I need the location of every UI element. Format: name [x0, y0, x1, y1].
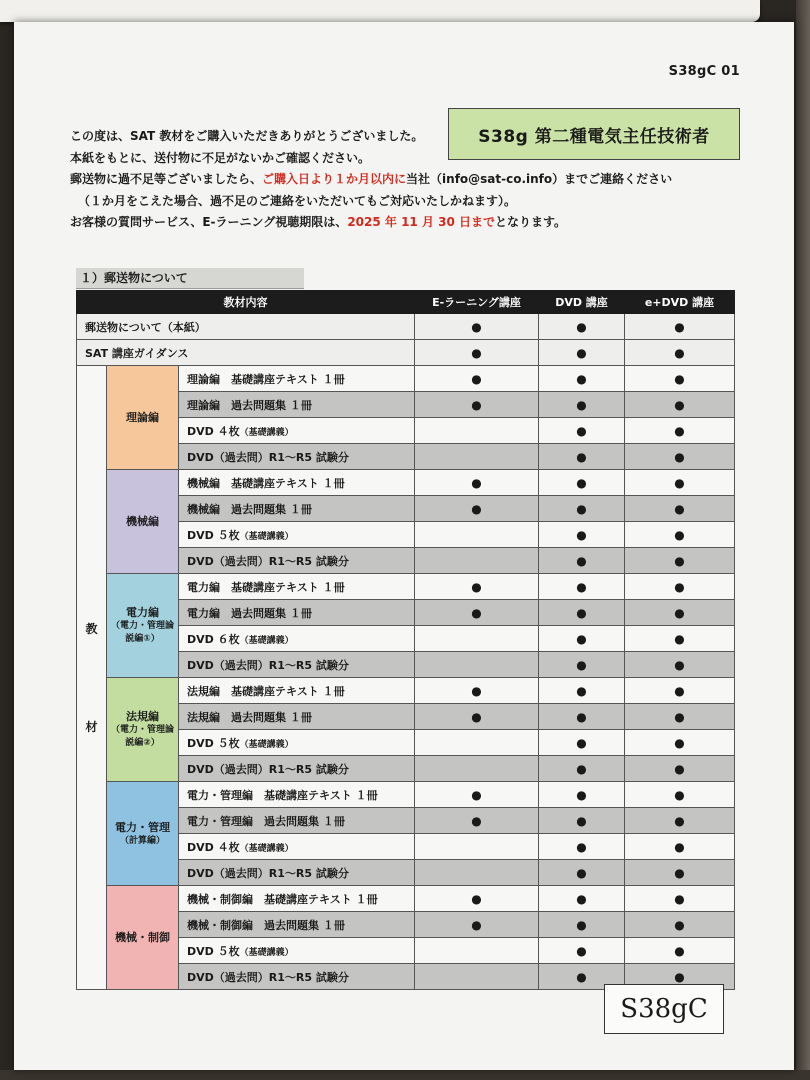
mark-dvd: ●: [539, 496, 625, 522]
mark-edvd: ●: [625, 548, 735, 574]
material-label: 理論編 過去問題集 １冊: [187, 398, 312, 412]
mark-edvd: ●: [625, 808, 735, 834]
background-surface: [0, 1070, 810, 1080]
intro-line-1: この度は、SAT 教材をご購入いただきありがとうございました。: [70, 129, 424, 143]
mark-dvd: ●: [539, 626, 625, 652]
expiry-date: 2025 年 11 月 30 日まで: [347, 215, 495, 229]
header-dvd: DVD 講座: [539, 291, 625, 314]
mark-e: ●: [415, 314, 539, 340]
mark-edvd: ●: [625, 964, 735, 990]
mark-dvd: ●: [539, 548, 625, 574]
material-label: DVD（過去問）R1～R5 試験分: [187, 970, 349, 984]
mark-e: ●: [415, 340, 539, 366]
mark-edvd: ●: [625, 470, 735, 496]
mark-e: ●: [415, 704, 539, 730]
background-paper-right: [796, 0, 810, 1080]
mark-dvd: ●: [539, 574, 625, 600]
material-label: DVD（過去問）R1～R5 試験分: [187, 450, 349, 464]
mark-edvd: ●: [625, 340, 735, 366]
material-note: （基礎講義）: [239, 739, 294, 750]
material-label: 理論編 基礎講座テキスト １冊: [187, 372, 345, 386]
mark-dvd: ●: [539, 522, 625, 548]
header-elearning: E-ラーニング講座: [415, 291, 539, 314]
mark-edvd: ●: [625, 418, 735, 444]
intro-line-3: [70, 169, 760, 191]
header-edvd: e+DVD 講座: [625, 291, 735, 314]
intro-line-3-b: 当社（info@sat-co.info）までご連絡ください: [406, 172, 673, 186]
material-item: [179, 730, 415, 756]
row-label: 郵送物について（本紙）: [77, 314, 415, 340]
material-label: 電力・管理編 過去問題集 １冊: [187, 814, 345, 828]
material-item: [179, 912, 415, 938]
mark-edvd: ●: [625, 366, 735, 392]
mark-dvd: ●: [539, 912, 625, 938]
mark-edvd: ●: [625, 860, 735, 886]
mark-dvd: ●: [539, 808, 625, 834]
material-label: DVD ５枚: [187, 944, 240, 958]
material-item: [179, 548, 415, 574]
mark-edvd: ●: [625, 756, 735, 782]
mark-e: ●: [415, 574, 539, 600]
category-label: [107, 574, 179, 678]
category-sub: （電力・管理論説編①）: [110, 621, 174, 644]
intro-line-5-a: お客様の質問サービス、E-ラーニング視聴期限は、: [70, 215, 348, 229]
mark-dvd: ●: [539, 782, 625, 808]
category-name: 法規編: [126, 710, 159, 723]
material-item: [179, 366, 415, 392]
mark-edvd: ●: [625, 496, 735, 522]
material-label: 法規編 過去問題集 １冊: [187, 710, 312, 724]
material-label: DVD ５枚: [187, 736, 240, 750]
intro-line-5-b: となります。: [495, 215, 567, 229]
header-contents: 教材内容: [77, 291, 415, 314]
mark-dvd: ●: [539, 704, 625, 730]
material-label: 電力編 過去問題集 １冊: [187, 606, 312, 620]
material-note: （基礎講義）: [239, 531, 294, 542]
mark-e: ●: [415, 496, 539, 522]
mark-dvd: ●: [539, 834, 625, 860]
mark-edvd: ●: [625, 626, 735, 652]
mark-edvd: ●: [625, 730, 735, 756]
material-item: [179, 600, 415, 626]
category-label: [107, 366, 179, 470]
material-note: （基礎講義）: [239, 843, 294, 854]
category-label: [107, 886, 179, 990]
deadline-notice: ご購入日より１か月以内に: [262, 172, 407, 186]
material-label: 法規編 基礎講座テキスト １冊: [187, 684, 345, 698]
category-name: 機械編: [126, 515, 159, 528]
kyozai-label-2: 材: [85, 719, 98, 734]
mark-e: ●: [415, 912, 539, 938]
table-row: [77, 340, 735, 366]
mark-edvd: ●: [625, 782, 735, 808]
mark-e: [415, 626, 539, 652]
mark-e: [415, 548, 539, 574]
mark-e: [415, 964, 539, 990]
mark-e: [415, 756, 539, 782]
table-header-row: [77, 291, 735, 314]
mark-dvd: ●: [539, 600, 625, 626]
mark-dvd: ●: [539, 678, 625, 704]
material-item: [179, 834, 415, 860]
mark-dvd: ●: [539, 366, 625, 392]
mark-e: [415, 652, 539, 678]
category-label: [107, 678, 179, 782]
mark-dvd: ●: [539, 730, 625, 756]
mark-dvd: ●: [539, 470, 625, 496]
mark-e: ●: [415, 886, 539, 912]
mark-edvd: ●: [625, 392, 735, 418]
material-item: [179, 704, 415, 730]
material-item: [179, 964, 415, 990]
material-label: 機械編 基礎講座テキスト １冊: [187, 476, 345, 490]
mark-edvd: ●: [625, 678, 735, 704]
mark-dvd: ●: [539, 886, 625, 912]
material-item: [179, 626, 415, 652]
category-name: 電力・管理: [115, 820, 170, 834]
material-item: [179, 652, 415, 678]
material-item: [179, 496, 415, 522]
mark-dvd: ●: [539, 340, 625, 366]
material-label: 機械・制御編 過去問題集 １冊: [187, 918, 345, 932]
material-item: [179, 808, 415, 834]
category-name: 理論編: [126, 411, 159, 424]
material-label: DVD（過去問）R1～R5 試験分: [187, 762, 349, 776]
material-label: DVD（過去問）R1～R5 試験分: [187, 658, 349, 672]
mark-dvd: ●: [539, 860, 625, 886]
material-note: （基礎講義）: [239, 427, 294, 438]
mark-edvd: ●: [625, 704, 735, 730]
material-item: [179, 756, 415, 782]
material-item: [179, 392, 415, 418]
intro-line-2: 本紙をもとに、送付物に不足がないかご確認ください。: [70, 150, 371, 165]
kyozai-label-1: 教: [85, 621, 98, 636]
mark-edvd: ●: [625, 314, 735, 340]
material-label: DVD ４枚: [187, 424, 240, 438]
mark-e: [415, 730, 539, 756]
category-label: [107, 470, 179, 574]
table-row: [77, 782, 735, 808]
mark-e: [415, 938, 539, 964]
material-item: [179, 574, 415, 600]
mark-e: [415, 834, 539, 860]
category-sub: （計算編）: [119, 835, 165, 846]
table-row: [77, 366, 735, 392]
table-row: [77, 678, 735, 704]
material-note: （基礎講義）: [239, 947, 294, 958]
material-item: [179, 860, 415, 886]
mark-edvd: ●: [625, 938, 735, 964]
material-label: DVD（過去問）R1～R5 試験分: [187, 866, 349, 880]
product-code-box: S38gC: [604, 984, 724, 1034]
table-row: [77, 886, 735, 912]
category-name: 電力編: [126, 606, 159, 619]
material-label: DVD ５枚: [187, 528, 240, 542]
mark-edvd: ●: [625, 600, 735, 626]
table-row: [77, 470, 735, 496]
mark-edvd: ●: [625, 834, 735, 860]
mark-e: ●: [415, 782, 539, 808]
mark-edvd: ●: [625, 522, 735, 548]
material-item: [179, 678, 415, 704]
material-label: DVD ４枚: [187, 840, 240, 854]
material-label: 電力編 基礎講座テキスト １冊: [187, 580, 345, 594]
mark-edvd: ●: [625, 444, 735, 470]
material-item: [179, 782, 415, 808]
mark-e: [415, 444, 539, 470]
intro-line-3-a: 郵送物に過不足等ございましたら、: [70, 172, 263, 186]
material-label: 機械編 過去問題集 １冊: [187, 502, 312, 516]
material-label: DVD（過去問）R1～R5 試験分: [187, 554, 349, 568]
mark-e: ●: [415, 808, 539, 834]
mark-dvd: ●: [539, 938, 625, 964]
material-label: 電力・管理編 基礎講座テキスト １冊: [187, 788, 378, 802]
mark-e: [415, 522, 539, 548]
table-row: [77, 314, 735, 340]
material-label: 機械・制御編 基礎講座テキスト １冊: [187, 892, 378, 906]
mark-edvd: ●: [625, 652, 735, 678]
mark-dvd: ●: [539, 652, 625, 678]
row-label: SAT 講座ガイダンス: [77, 340, 415, 366]
material-item: [179, 522, 415, 548]
kyozai-label: [77, 366, 107, 990]
intro-line-5: [70, 212, 760, 234]
category-label: [107, 782, 179, 886]
category-sub: （電力・管理論説編②）: [110, 725, 174, 748]
mark-dvd: ●: [539, 444, 625, 470]
material-label: DVD ６枚: [187, 632, 240, 646]
mark-e: ●: [415, 678, 539, 704]
mark-e: [415, 860, 539, 886]
document-title: S38g 第二種電気主任技術者: [448, 108, 740, 160]
intro-line-4: （１か月をこえた場合、過不足のご連絡をいただいてもご対応いたしかねます）。: [78, 193, 517, 208]
mark-e: ●: [415, 600, 539, 626]
intro-text: [70, 126, 760, 234]
mark-dvd: ●: [539, 314, 625, 340]
table-row: [77, 574, 735, 600]
materials-table: [76, 290, 735, 990]
mark-e: [415, 418, 539, 444]
category-name: 機械・制御: [115, 931, 170, 944]
material-item: [179, 444, 415, 470]
mark-edvd: ●: [625, 912, 735, 938]
material-item: [179, 886, 415, 912]
mark-dvd: ●: [539, 392, 625, 418]
mark-edvd: ●: [625, 574, 735, 600]
mark-dvd: ●: [539, 418, 625, 444]
material-item: [179, 470, 415, 496]
background-paper-top: [0, 0, 760, 22]
document-code: S38gC 01: [668, 64, 740, 79]
section-title: １）郵送物について: [76, 268, 304, 289]
mark-e: ●: [415, 470, 539, 496]
material-note: （基礎講義）: [239, 635, 294, 646]
mark-e: ●: [415, 392, 539, 418]
material-item: [179, 418, 415, 444]
mark-dvd: ●: [539, 964, 625, 990]
material-item: [179, 938, 415, 964]
mark-edvd: ●: [625, 886, 735, 912]
mark-e: ●: [415, 366, 539, 392]
mark-dvd: ●: [539, 756, 625, 782]
